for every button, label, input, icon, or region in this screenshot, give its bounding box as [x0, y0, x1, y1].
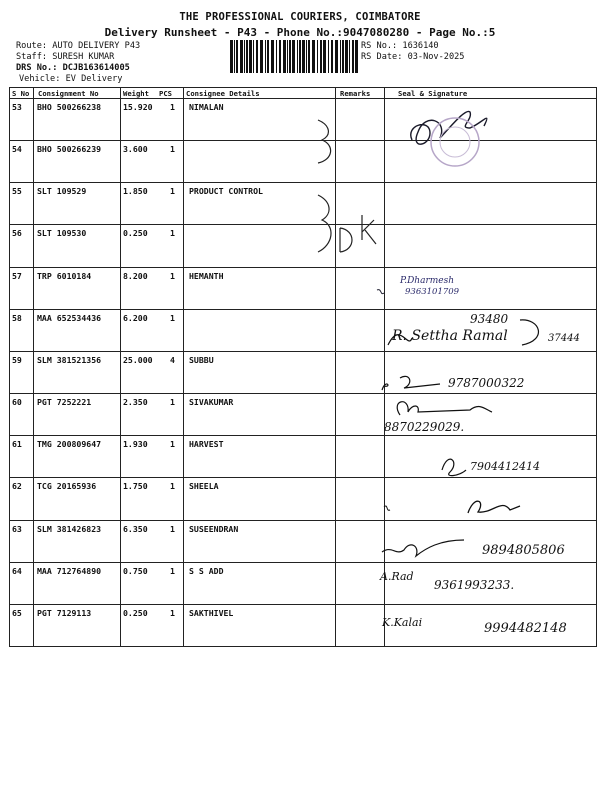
row-consignee: SHEELA — [189, 481, 219, 492]
row-pcs: 1 — [170, 397, 175, 408]
row-sno: 60 — [12, 397, 22, 408]
row-consignee: NIMALAN — [189, 102, 224, 112]
row-pcs: 1 — [170, 102, 175, 112]
handwritten-phone-59: 9787000322 — [448, 376, 525, 390]
tick-mark-55 — [318, 195, 331, 252]
row-sno: 64 — [12, 565, 22, 576]
route-label: Route: AUTO DELIVERY P43 — [16, 41, 141, 51]
row-consignee: HARVEST — [189, 439, 224, 450]
drs-label: DRS No.: DCJB163614005 — [16, 63, 130, 73]
row-consignment: PGT 7252221 — [37, 397, 92, 408]
col-header-pcs: PCS — [159, 89, 172, 98]
row-sno: 59 — [12, 354, 22, 365]
col-header-remarks: Remarks — [340, 89, 371, 98]
row-consignment: SLM 381426823 — [37, 523, 102, 534]
handwritten-signature-58: R. Settha Ramal — [392, 328, 508, 344]
col-header-seal-signature: Seal & Signature — [398, 89, 468, 98]
row-pcs: 1 — [170, 523, 175, 534]
row-consignee: HEMANTH — [189, 270, 224, 281]
row-weight: 0.250 — [123, 228, 148, 239]
row-consignment: MAA 712764890 — [37, 565, 102, 576]
row-pcs: 1 — [170, 186, 175, 197]
runsheet-subtitle: Delivery Runsheet - P43 - Phone No.:9047080280 - Page No.:5 — [104, 26, 496, 39]
staff-label: Staff: SURESH KUMAR — [16, 52, 115, 62]
handwritten-phone-60: 8870229029. — [384, 420, 465, 434]
col-header-weight: Weight — [123, 89, 149, 98]
company-title: THE PROFESSIONAL COURIERS, COIMBATORE — [179, 11, 421, 23]
handwritten-phone-65: 9994482148 — [484, 621, 567, 636]
signature-61 — [442, 459, 466, 475]
row-pcs: 1 — [170, 607, 175, 618]
handwritten-name-57: P.Dharmesh — [400, 276, 455, 286]
seal-stamp-53 — [431, 118, 479, 166]
handwritten-number-58-right: 37444 — [548, 333, 580, 344]
row-pcs: 1 — [170, 439, 175, 450]
row-consignment: PGT 7129113 — [37, 607, 92, 618]
handwritten-number-58-top: 93480 — [470, 312, 509, 326]
row-pcs: 1 — [170, 312, 175, 323]
col-header-consignee: Consignee Details — [186, 89, 260, 98]
handwritten-phone-57: 9363101709 — [405, 287, 460, 297]
vehicle-label: Vehicle: EV Delivery — [19, 74, 123, 84]
row-weight: 15.920 — [123, 102, 153, 112]
row-consignee: SUSEENDRAN — [189, 523, 239, 534]
row-weight: 0.250 — [123, 607, 148, 618]
col-header-consignment: Consignment No — [38, 89, 99, 98]
row-pcs: 4 — [170, 354, 175, 365]
row-weight: 3.600 — [123, 144, 148, 155]
handwritten-phone-63: 9894805806 — [482, 543, 565, 558]
row-pcs: 1 — [170, 565, 175, 576]
row-pcs: 1 — [170, 270, 175, 281]
signature-59 — [382, 376, 440, 390]
row-consignment: BHO 500266238 — [37, 102, 102, 112]
row-sno: 61 — [12, 439, 22, 450]
row-pcs: 1 — [170, 228, 175, 239]
row-weight: 2.350 — [123, 397, 148, 408]
row-weight: 1.930 — [123, 439, 148, 450]
row-pcs: 1 — [170, 144, 175, 155]
row-weight: 1.750 — [123, 481, 148, 492]
row-pcs: 1 — [170, 481, 175, 492]
signature-62 — [468, 501, 520, 513]
row-sno: 55 — [12, 186, 22, 197]
col-header-sno: S No — [12, 89, 30, 98]
row-sno: 56 — [12, 228, 22, 239]
signature-60 — [397, 402, 492, 415]
initials-56 — [340, 215, 376, 252]
rs-date-label: RS Date: 03-Nov-2025 — [361, 52, 465, 62]
row-sno: 53 — [12, 102, 22, 112]
rs-number-label: RS No.: 1636140 — [361, 41, 439, 51]
row-consignee: SUBBU — [189, 354, 214, 365]
row-consignment: TCG 20165936 — [37, 481, 97, 492]
row-sno: 58 — [12, 312, 22, 323]
row-consignment: BHO 500266239 — [37, 144, 102, 155]
row-consignment: TMG 200809647 — [37, 439, 102, 450]
signature-63 — [382, 540, 464, 556]
row-sno: 54 — [12, 144, 22, 155]
row-sno: 65 — [12, 607, 22, 618]
row-consignment: TRP 6010184 — [37, 270, 92, 281]
row-weight: 6.200 — [123, 312, 148, 323]
handwritten-signature-65: K.Kalai — [382, 616, 423, 629]
row-consignment: SLT 109530 — [37, 228, 87, 239]
row-weight: 1.850 — [123, 186, 148, 197]
handwritten-phone-61: 7904412414 — [470, 460, 540, 473]
row-sno: 62 — [12, 481, 22, 492]
handwritten-phone-64: 9361993233. — [434, 578, 515, 592]
row-consignment: MAA 652534436 — [37, 312, 102, 323]
row-consignment: SLM 381521356 — [37, 354, 102, 365]
tick-mark-53 — [318, 120, 331, 163]
row-weight: 0.750 — [123, 565, 148, 576]
row-consignment: SLT 109529 — [37, 186, 87, 197]
handwritten-signature-64: A.Rad — [380, 570, 414, 583]
row-sno: 57 — [12, 270, 22, 281]
row-weight: 8.200 — [123, 270, 148, 281]
row-consignee: PRODUCT CONTROL — [189, 186, 263, 197]
row-consignee: S S ADD — [189, 565, 224, 576]
row-consignee: SIVAKUMAR — [189, 397, 234, 408]
signature-53 — [411, 111, 487, 144]
row-sno: 63 — [12, 523, 22, 534]
row-consignee: SAKTHIVEL — [189, 607, 234, 618]
row-weight: 6.350 — [123, 523, 148, 534]
row-weight: 25.000 — [123, 354, 153, 365]
